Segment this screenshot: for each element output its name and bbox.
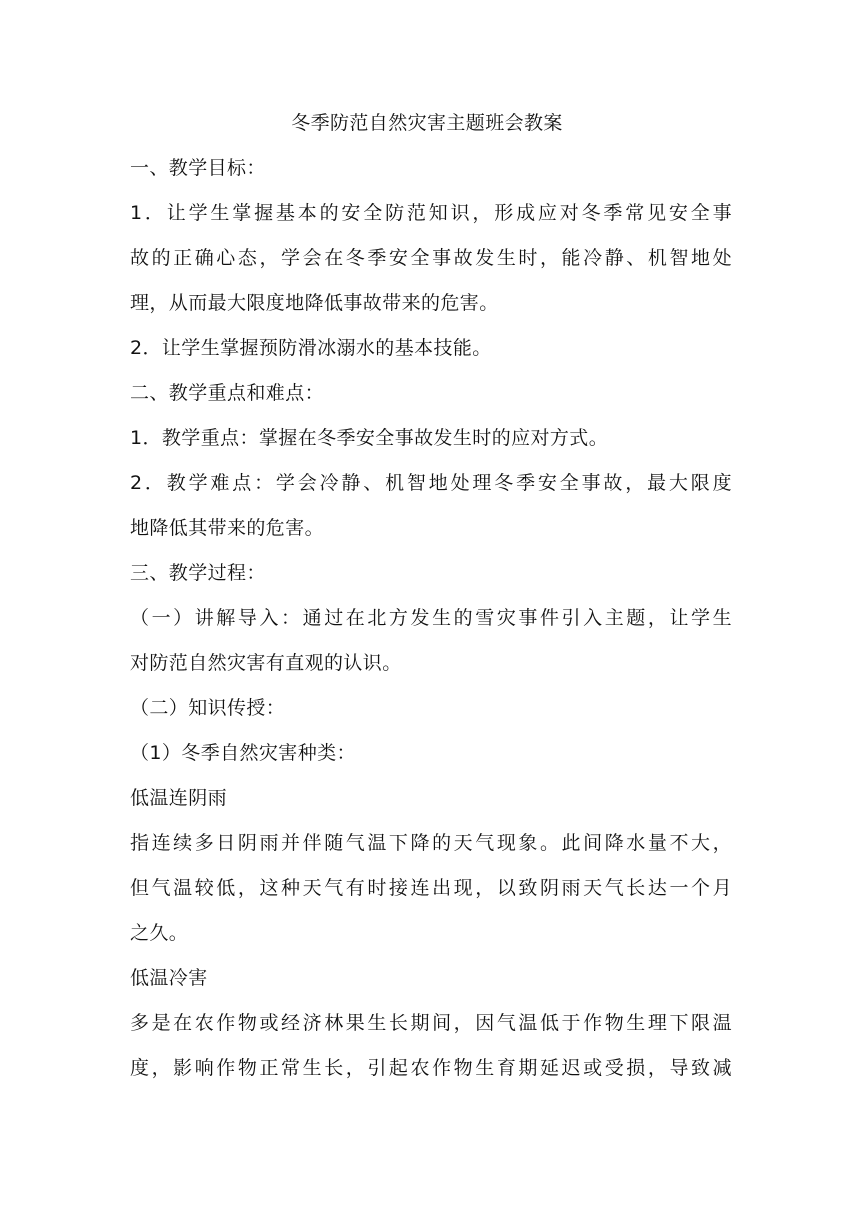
paragraph-line: 对防范自然灾害有直观的认识。: [130, 652, 402, 674]
heading-key-points: 二、教学重点和难点：: [130, 382, 325, 404]
document-body: [130, 110, 732, 1100]
paragraph-line: 理，从而最大限度地降低事故带来的危害。: [130, 292, 499, 314]
paragraph-line: 1．教学重点：掌握在冬季安全事故发生时的应对方式。: [130, 427, 609, 449]
paragraph-line: （一）讲解导入：通过在北方发生的雪灾事件引入主题，让学生: [130, 607, 732, 629]
heading-teaching-goals: 一、教学目标：: [130, 157, 266, 179]
subheading-disaster-types: （1）冬季自然灾害种类：: [130, 742, 356, 764]
paragraph-line: 地降低其带来的危害。: [130, 517, 325, 539]
paragraph-line: 指连续多日阴雨并伴随气温下降的天气现象。此间降水量不大，: [130, 832, 732, 854]
paragraph-line: 多是在农作物或经济林果生长期间，因气温低于作物生理下限温: [130, 1012, 732, 1034]
paragraph-line: 但气温较低，这种天气有时接连出现，以致阴雨天气长达一个月: [130, 877, 732, 899]
paragraph-line: 1．让学生掌握基本的安全防范知识，形成应对冬季常见安全事: [130, 202, 732, 224]
paragraph-line: 2．让学生掌握预防滑冰溺水的基本技能。: [130, 337, 492, 359]
paragraph-line: 之久。: [130, 922, 189, 944]
term-low-temp-damage: 低温冷害: [130, 967, 208, 989]
paragraph-line: 2．教学难点：学会冷静、机智地处理冬季安全事故，最大限度: [130, 472, 732, 494]
subheading-knowledge: （二）知识传授：: [130, 697, 286, 719]
paragraph-line: 故的正确心态，学会在冬季安全事故发生时，能冷静、机智地处: [130, 247, 732, 269]
paragraph-line: 度，影响作物正常生长，引起农作物生育期延迟或受损，导致减: [130, 1057, 732, 1079]
document-title: 冬季防范自然灾害主题班会教案: [291, 112, 563, 134]
term-low-temp-rain: 低温连阴雨: [130, 787, 228, 809]
heading-teaching-process: 三、教学过程：: [130, 562, 266, 584]
